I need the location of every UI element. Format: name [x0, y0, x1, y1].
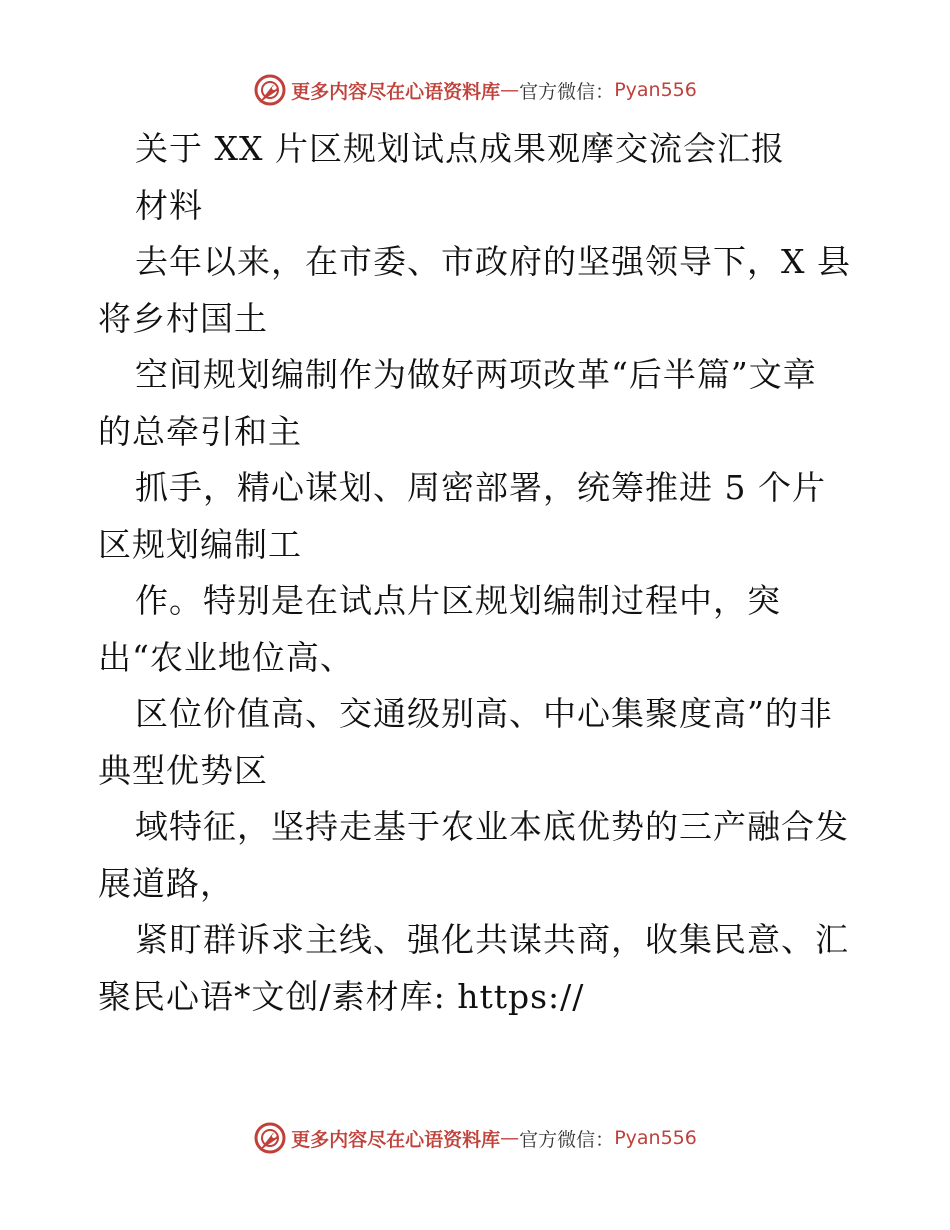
text-line: 空间规划编制作为做好两项改革“后半篇”文章: [135, 355, 817, 394]
text-line: 的总牵引和主: [98, 411, 302, 451]
text-line: 聚民心语*文创/素材库: https://: [98, 976, 585, 1016]
text-line: 展道路，: [98, 863, 234, 903]
pen-nib-logo-icon: [253, 73, 287, 107]
text-line: 出“农业地位高、: [98, 637, 354, 677]
text-line: 域特征，坚持走基于农业本底优势的三产融合发: [135, 807, 849, 846]
pen-nib-logo-icon: [253, 1121, 287, 1155]
banner-wechat-label: 官方微信：: [519, 1128, 615, 1151]
text-line: 材料: [135, 185, 203, 225]
footer-watermark-banner: [0, 1118, 950, 1158]
header-watermark-banner: [0, 70, 950, 110]
text-line: 作。特别是在试点片区规划编制过程中，突: [135, 581, 781, 620]
text-line: 关于 XX 片区规划试点成果观摩交流会汇报: [135, 129, 785, 168]
banner-wechat-label: 官方微信：: [519, 80, 615, 103]
text-line: 抓手，精心谋划、周密部署，统筹推进 5 个片: [135, 468, 826, 507]
banner-main-text: 更多内容尽在心语资料库: [291, 1128, 501, 1151]
text-line: 典型优势区: [98, 750, 268, 790]
banner-wechat-id: Pyan556: [614, 79, 697, 101]
banner-separator: —: [500, 79, 520, 101]
banner-main-text: 更多内容尽在心语资料库: [291, 80, 501, 103]
banner-separator: —: [500, 1127, 520, 1149]
banner-wechat-id: Pyan556: [614, 1127, 697, 1149]
text-line: 区位价值高、交通级别高、中心集聚度高”的非: [135, 694, 833, 733]
document-body: [98, 121, 858, 1025]
text-line: 紧盯群诉求主线、强化共谋共商，收集民意、汇: [135, 920, 849, 959]
text-line: 区规划编制工: [98, 524, 302, 564]
text-line: 去年以来，在市委、市政府的坚强领导下，X 县: [135, 242, 851, 281]
text-line: 将乡村国土: [98, 298, 268, 338]
